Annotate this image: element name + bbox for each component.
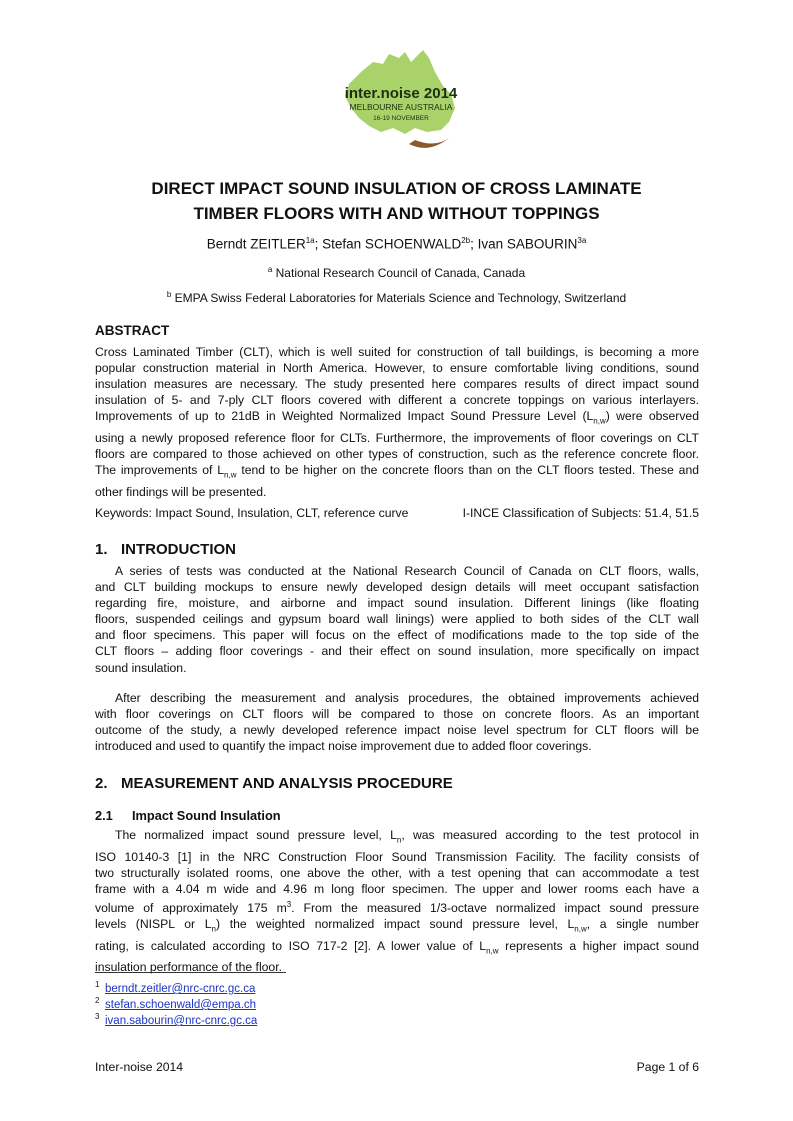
conference-logo [331, 42, 471, 160]
paragraph-line: using a newly proposed reference floor for CLTs. Furthermore, the improvements of floor coverings on CLT [95, 430, 699, 445]
footnote-email-link[interactable]: berndt.zeitler@nrc-cnrc.gc.ca [105, 982, 256, 995]
paragraph-line: introduced and used to quantify the impact noise improvement due to added floor coverings. [95, 739, 592, 754]
title-line-1: DIRECT IMPACT SOUND INSULATION OF CROSS LAMINATE [151, 179, 642, 198]
section-number: 1. [95, 541, 108, 558]
section-title: INTRODUCTION [121, 541, 236, 558]
paragraph-line: and floor specimens. This paper will focus on the effect of modifications made to the top side of the [95, 628, 699, 643]
abstract-heading: ABSTRACT [95, 323, 170, 338]
impact-sound-paragraph [95, 827, 699, 975]
affiliation-text: EMPA Swiss Federal Laboratories for Materials Science and Technology, Switzerland [174, 291, 627, 305]
inc-classification: I-INCE Classification of Subjects: 51.4, 51.5 [462, 506, 699, 520]
paragraph-line: frame with a 4.04 m wide and 4.96 m long floor specimen. The upper and lower rooms each have a [95, 881, 699, 896]
author-sup: 2b [461, 236, 471, 245]
paragraph-line: The improvements of $L_{n,w}$ tend to be higher on the concrete floors than on the CLT floors tested. These and [95, 463, 699, 480]
paragraph-line: two structurally isolated rooms, one above the other, with a test opening that can accommodate a test [95, 865, 699, 880]
paragraph-line: CLT floors – adding floor coverings - and their effect on sound insulation, more specifically on impact [95, 644, 699, 659]
paragraph-line: insulation measures are necessary. The study presented here compares results of direct impact sound [95, 377, 699, 392]
subsection-title: Impact Sound Insulation [132, 808, 281, 823]
affiliation-a [60, 265, 733, 280]
author-sep: ; [470, 236, 478, 252]
paragraph-line: floors, suspended ceilings and gypsum board wall linings) were applied to both sides of the CLT wall [95, 612, 699, 627]
paragraph-line: A series of tests was conducted at the National Research Council of Canada on CLT floors, walls, [115, 564, 699, 578]
author-name: Berndt ZEITLER [206, 236, 306, 252]
paragraph-line: regarding fire, moisture, and airborne and impact sound insulation. Different linings (like floating [95, 596, 699, 611]
paragraph-line: other findings will be presented. [95, 484, 267, 499]
affiliation-mark: a [267, 265, 273, 274]
paragraph-line: sound insulation. [95, 660, 187, 675]
section-2-heading [95, 775, 453, 792]
author-sep: ; [314, 236, 323, 252]
section-title: MEASUREMENT AND ANALYSIS PROCEDURE [121, 775, 453, 792]
footer-page-number: Page 1 of 6 [636, 1060, 699, 1074]
paragraph-line: floors are compared to those achieved on other types of construction, such as the reference concrete floor. [95, 447, 699, 461]
paragraph-line: insulation performance of the floor. [95, 960, 282, 975]
footnote-3 [95, 1012, 257, 1027]
paragraph-line: levels (NISPL or $L_n$) the weighted normalized impact sound pressure level, $L_{n,w}$, a single number [95, 916, 700, 934]
paragraph-line: Cross Laminated Timber (CLT), which is well suited for construction of tall buildings, is becoming a more [95, 345, 699, 359]
paragraph-line: outcome of the study, a newly developed reference impact noise level spectrum for CLT floors will be [95, 723, 699, 738]
paragraph-line: insulation of 5- and 7-ply CLT floors covered with different a concrete toppings on various interlayers. [95, 393, 699, 408]
subsection-2-1-heading [95, 808, 281, 823]
paragraph-line: Improvements of up to 21dB in Weighted Normalized Impact Sound Pressure Level $(L_{n,w})$ were observed [95, 409, 699, 426]
footnote-email-link[interactable]: ivan.sabourin@nrc-cnrc.gc.ca [105, 1014, 258, 1027]
affiliation-mark: b [166, 290, 172, 299]
author-sup: 1a [305, 236, 315, 245]
title-line-2: TIMBER FLOORS WITH AND WITHOUT TOPPINGS [193, 204, 600, 223]
footnote-email-link[interactable]: stefan.schoenwald@empa.ch [105, 998, 257, 1011]
footnote-mark: 1 [95, 980, 100, 989]
author-name: Stefan SCHOENWALD [322, 236, 462, 252]
section-1-heading [95, 541, 236, 558]
footer-conference: Inter-noise 2014 [95, 1060, 184, 1074]
paragraph-line: and CLT building mockups to ensure newly developed design details will meet occupant satisfaction [95, 580, 699, 595]
logo-line1: inter.noise 2014 [344, 85, 458, 102]
intro-paragraph-1 [95, 563, 699, 676]
paragraph-line: After describing the measurement and analysis procedures, the obtained improvements achieved [115, 691, 699, 705]
affiliation-text: National Research Council of Canada, Canada [275, 266, 526, 280]
boomerang-shape [409, 138, 449, 148]
subsection-number: 2.1 [95, 808, 113, 823]
paragraph-line: The normalized impact sound pressure level, $L_n$, was measured according to the test protocol in [115, 828, 699, 845]
paper-title [60, 176, 733, 226]
footnote-mark: 3 [95, 1012, 100, 1021]
paragraph-line: popular construction material in North America. However, to ensure comfortable living conditions, sound [95, 361, 699, 376]
paragraph-line: with floor coverings on CLT floors will be compared to those on concrete floors. As an important [95, 707, 699, 722]
affiliation-b [60, 290, 733, 305]
author-sup: 3a [577, 236, 587, 245]
footnote-1 [95, 980, 255, 995]
section-number: 2. [95, 775, 108, 792]
footnote-mark: 2 [95, 996, 100, 1005]
footnote-divider [95, 972, 286, 973]
keywords: Keywords: Impact Sound, Insulation, CLT, reference curve [95, 506, 409, 520]
paragraph-line: volume of approximately 175 $m^3$. From the measured 1/3-octave normalized impact sound pressure [95, 899, 699, 915]
author-name: Ivan SABOURIN [477, 236, 578, 252]
author-list [60, 236, 733, 252]
logo-line2: MELBOURNE AUSTRALIA [349, 102, 453, 112]
abstract-body [95, 344, 699, 500]
paragraph-line: rating, is calculated according to ISO 717-2 [2]. A lower value of $L_{n,w}$ represents a higher impact sound [95, 938, 699, 955]
intro-paragraph-2 [95, 690, 699, 754]
paragraph-line: ISO 10140-3 [1] in the NRC Construction Floor Sound Transmission Facility. The facility consists of [95, 849, 699, 864]
footnote-2 [95, 996, 256, 1011]
logo-line3: 16-19 NOVEMBER [373, 115, 429, 122]
